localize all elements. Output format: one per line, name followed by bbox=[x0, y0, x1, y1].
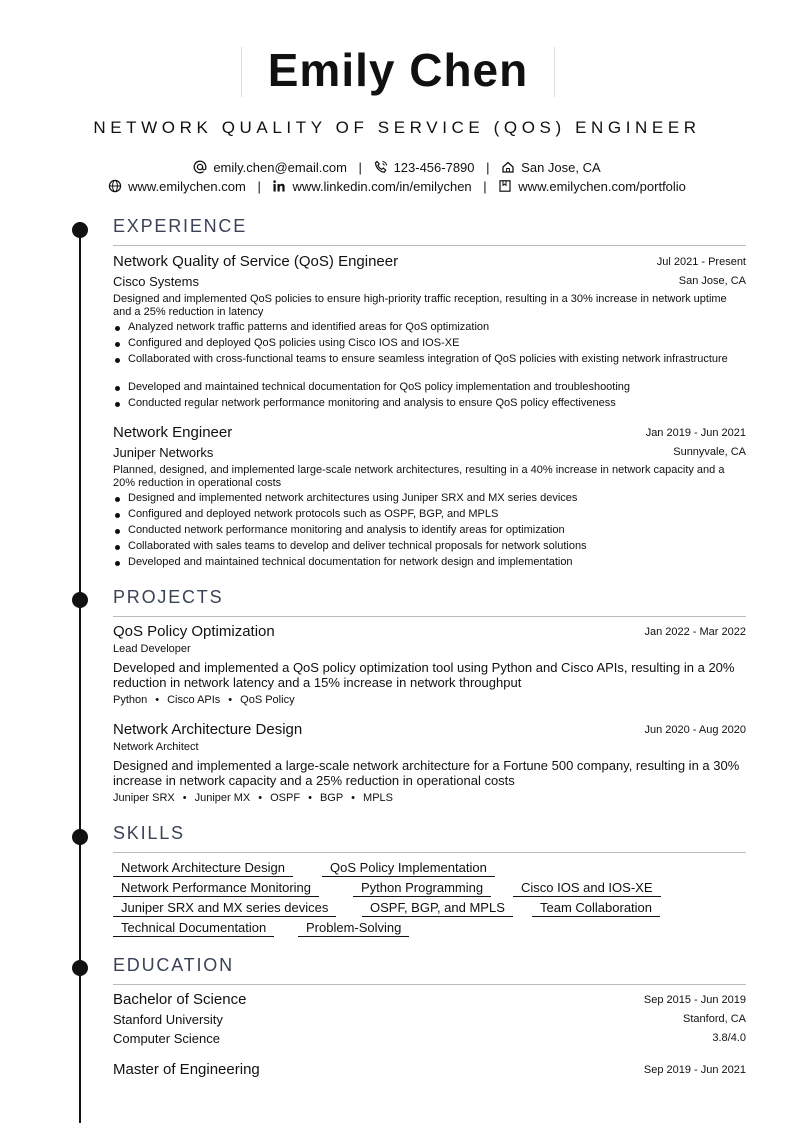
at-icon bbox=[193, 160, 207, 174]
school-location: Stanford, CA bbox=[683, 1013, 746, 1025]
linkedin-icon bbox=[272, 179, 286, 193]
job-dates: Jan 2019 - Jun 2021 bbox=[645, 427, 746, 439]
name-frame bbox=[241, 44, 555, 97]
tag: QoS Policy bbox=[240, 694, 295, 706]
tag: Juniper SRX bbox=[113, 792, 175, 804]
tag-separator: • bbox=[351, 792, 356, 804]
tag-separator: • bbox=[228, 694, 233, 706]
project-description: Developed and implemented a QoS policy optimization tool using Python and Cisco APIs, resulting in a 20% reduction in network latency and a 15% increase in network throughput bbox=[113, 660, 735, 690]
skill-tag: Juniper SRX and MX series devices bbox=[113, 900, 336, 917]
separator: | bbox=[257, 179, 261, 194]
job-summary: Planned, designed, and implemented large-scale network architectures, resulting in a 40% increase in network capacity and a 20% reduction in operational costs bbox=[113, 464, 725, 489]
email-link[interactable]: emily.chen@email.com bbox=[213, 160, 347, 175]
job-location: San Jose, CA bbox=[678, 275, 746, 287]
skill-tag: Problem-Solving bbox=[298, 920, 409, 937]
job-bullet: Conducted network performance monitoring and analysis to identify areas for optimization bbox=[113, 524, 746, 537]
job-bullet: Collaborated with sales teams to develop and deliver technical proposals for network solutions bbox=[113, 540, 746, 553]
education-dates: Sep 2019 - Jun 2021 bbox=[643, 1064, 746, 1076]
job-bullet: Configured and deployed network protocols such as OSPF, BGP, and MPLS bbox=[113, 508, 746, 521]
tag: BGP bbox=[319, 792, 344, 804]
project-tags bbox=[113, 694, 295, 706]
tag: MPLS bbox=[363, 792, 393, 804]
project-role: Network Architect bbox=[113, 741, 199, 753]
phone-number: 123-456-7890 bbox=[393, 160, 475, 175]
skill-tag: Team Collaboration bbox=[532, 900, 660, 917]
candidate-name: Emily Chen bbox=[267, 44, 529, 96]
project-dates: Jan 2022 - Mar 2022 bbox=[644, 626, 746, 638]
timeline-dot bbox=[72, 829, 88, 845]
gpa: 3.8/4.0 bbox=[712, 1032, 746, 1044]
project-title: Network Architecture Design bbox=[113, 721, 303, 738]
job-dates: Jul 2021 - Present bbox=[656, 256, 746, 268]
section-divider bbox=[113, 616, 746, 617]
project-tags bbox=[113, 792, 393, 804]
section-title-projects: PROJECTS bbox=[113, 587, 224, 607]
skill-tag: Cisco IOS and IOS-XE bbox=[513, 880, 661, 897]
field-of-study: Computer Science bbox=[113, 1031, 220, 1046]
website-link[interactable]: www.emilychen.com bbox=[128, 179, 246, 194]
job-bullet: Designed and implemented network architectures using Juniper SRX and MX series devices bbox=[113, 492, 746, 505]
tag-separator: • bbox=[155, 694, 160, 706]
timeline-line bbox=[79, 222, 81, 1123]
job-company: Cisco Systems bbox=[113, 274, 199, 289]
tag: Python bbox=[113, 694, 148, 706]
skill-tag: QoS Policy Implementation bbox=[322, 860, 495, 877]
job-company: Juniper Networks bbox=[113, 445, 214, 460]
tag-separator: • bbox=[308, 792, 312, 804]
location-text: San Jose, CA bbox=[521, 160, 601, 175]
job-bullet: Developed and maintained technical documentation for network design and implementation bbox=[113, 556, 746, 569]
linkedin-link[interactable]: www.linkedin.com/in/emilychen bbox=[292, 179, 472, 194]
project-description: Designed and implemented a large-scale network architecture for a Fortune 500 company, resulting in a 30% increase in network capacity and a 25% reduction in operational costs bbox=[113, 758, 740, 788]
project-title: QoS Policy Optimization bbox=[113, 623, 275, 640]
tag: OSPF bbox=[270, 792, 301, 804]
timeline-dot bbox=[72, 960, 88, 976]
contact-line-1 bbox=[0, 160, 794, 175]
section-title-skills: SKILLS bbox=[113, 823, 185, 843]
home-icon bbox=[501, 160, 515, 174]
job-bullet: Developed and maintained technical documentation for QoS policy implementation and troubleshooting bbox=[113, 381, 746, 394]
separator: | bbox=[358, 160, 362, 175]
job-bullet: Configured and deployed QoS policies using Cisco IOS and IOS-XE bbox=[113, 337, 746, 350]
job-title: Network Engineer bbox=[113, 424, 233, 441]
job-bullet: Analyzed network traffic patterns and identified areas for QoS optimization bbox=[113, 321, 746, 334]
tag-separator: • bbox=[258, 792, 263, 804]
section-title-experience: EXPERIENCE bbox=[113, 216, 248, 236]
skill-tag: Network Performance Monitoring bbox=[113, 880, 319, 897]
education-dates: Sep 2015 - Jun 2019 bbox=[643, 994, 746, 1006]
project-role: Lead Developer bbox=[113, 643, 191, 655]
portfolio-icon bbox=[498, 179, 512, 193]
job-bullet: Collaborated with cross-functional teams to ensure seamless integration of QoS policies with existing network infrastructure bbox=[113, 353, 746, 366]
section-divider bbox=[113, 852, 746, 853]
job-role-title: NETWORK QUALITY OF SERVICE (QOS) ENGINEER bbox=[93, 118, 701, 137]
portfolio-link[interactable]: www.emilychen.com/portfolio bbox=[518, 179, 686, 194]
timeline-dot bbox=[72, 222, 88, 238]
globe-icon bbox=[108, 179, 122, 193]
skill-tag: OSPF, BGP, and MPLS bbox=[362, 900, 513, 917]
section-divider bbox=[113, 245, 746, 246]
tag: Cisco APIs bbox=[167, 694, 221, 706]
separator: | bbox=[483, 179, 487, 194]
skill-tag: Python Programming bbox=[353, 880, 491, 897]
section-divider bbox=[113, 984, 746, 985]
timeline-dot bbox=[72, 592, 88, 608]
job-title: Network Quality of Service (QoS) Engineer bbox=[113, 253, 399, 270]
contact-line-2 bbox=[0, 179, 794, 194]
tag: Juniper MX bbox=[194, 792, 251, 804]
job-bullet: Conducted regular network performance monitoring and analysis to ensure QoS policy effectiveness bbox=[113, 397, 746, 410]
skill-tag: Technical Documentation bbox=[113, 920, 274, 937]
job-summary: Designed and implemented QoS policies to ensure high-priority traffic reception, resulting in a 30% increase in network uptime and a 25% reduction in latency bbox=[113, 293, 727, 318]
separator: | bbox=[486, 160, 490, 175]
tag-separator: • bbox=[182, 792, 187, 804]
phone-icon bbox=[374, 160, 388, 174]
degree-title: Master of Engineering bbox=[113, 1061, 260, 1078]
school-name: Stanford University bbox=[113, 1012, 223, 1027]
project-dates: Jun 2020 - Aug 2020 bbox=[644, 724, 746, 736]
job-location: Sunnyvale, CA bbox=[673, 446, 746, 458]
skill-tag: Network Architecture Design bbox=[113, 860, 293, 877]
section-title-education: EDUCATION bbox=[113, 955, 234, 975]
degree-title: Bachelor of Science bbox=[113, 991, 247, 1008]
